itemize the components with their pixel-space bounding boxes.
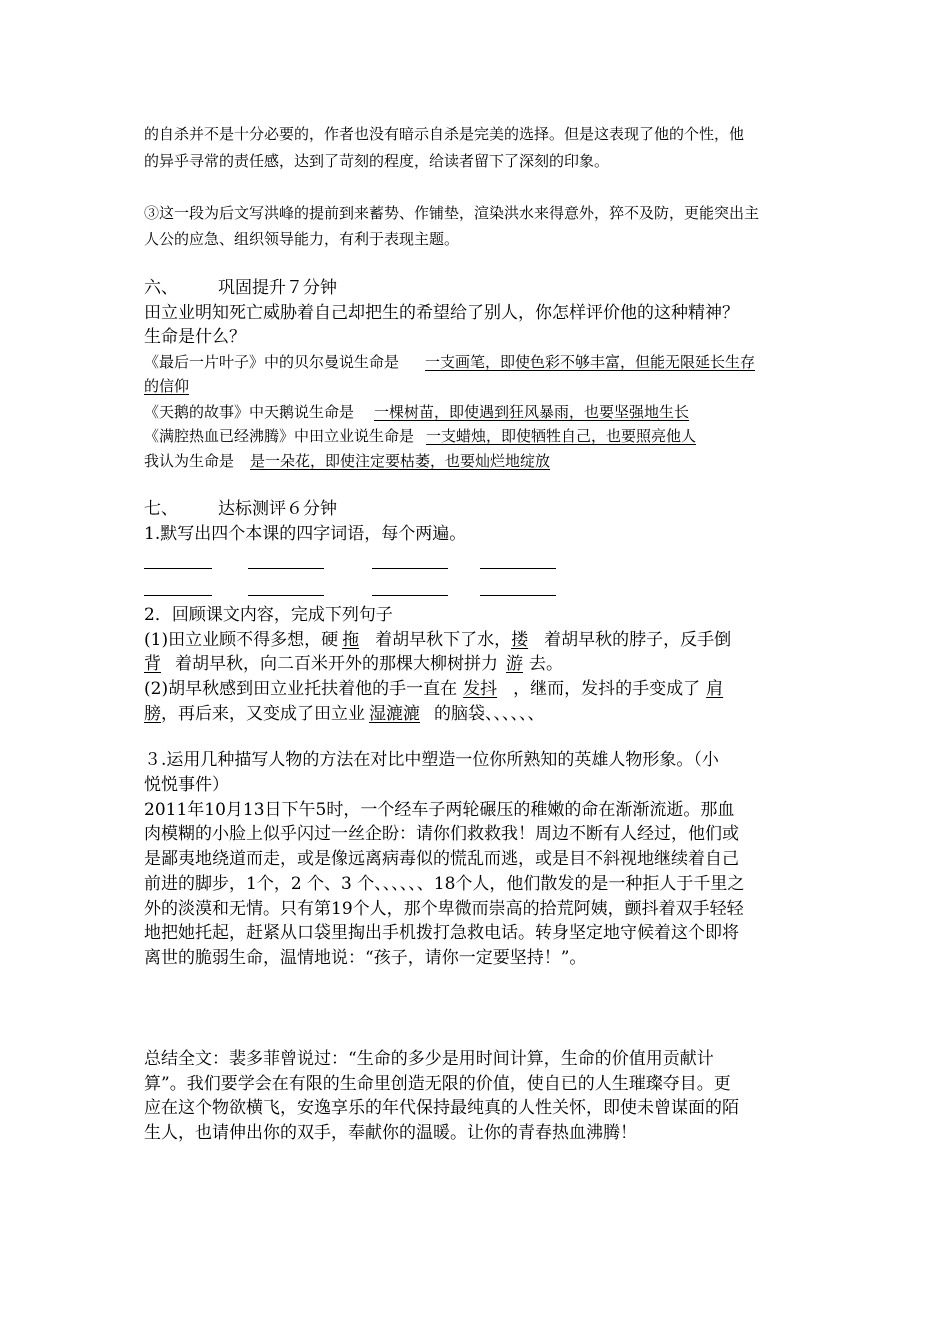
answer-prefix: 《满腔热血已经沸腾》中田立业说生命是: [144, 427, 415, 445]
answer-prefix: 《天鹅的故事》中天鹅说生命是: [144, 403, 355, 421]
paragraph-line: 人公的应急、组织领导能力，有利于表现主题。: [144, 230, 460, 248]
blank-field[interactable]: [372, 581, 448, 596]
answer-fill: 一支画笔，即使色彩不够丰富，但能无限延长生存: [425, 353, 756, 371]
sentence-line: 背 着胡早秋，向二百米开外的那棵大柳树拼力 游 去。: [144, 654, 563, 674]
question: 生命是什么？: [144, 327, 246, 347]
section-number: 六、: [144, 278, 178, 298]
answer-line: [144, 401, 707, 423]
summary-line: 算”。我们要学会在有限的生命里创造无限的价值，使自已的人生璀璨夺目。更: [144, 1074, 731, 1094]
story-line: 肉模糊的小脸上似乎闪过一丝企盼：请你们救救我！周边不断有人经过，他们或: [144, 824, 739, 844]
question: 2．回顾课文内容，完成下列句子: [144, 605, 393, 625]
section-number: 七、: [144, 499, 178, 519]
story-line: 地把她托起，赶紧从口袋里掏出手机拨打急救电话。转身坚定地守候着这个即将: [144, 923, 739, 943]
blank-field[interactable]: [144, 581, 212, 596]
story-line: 外的淡漠和无情。只有第19个人，那个卑微而崇高的拾荒阿姨，颤抖着双手轻轻: [144, 899, 744, 919]
summary-line: 应在这个物欲横飞，安逸享乐的年代保持最纯真的人性关怀，即使未曾谋面的陌: [144, 1098, 739, 1118]
sentence-line: (1)田立业顾不得多想，硬 拖 着胡早秋下了水，搂 着胡早秋的脖子，反手倒: [144, 630, 732, 650]
paragraph-line: 的异乎寻常的责任感，达到了苛刻的程度，给读者留下了深刻的印象。: [144, 152, 610, 170]
answer-fill: 湿漉漉: [369, 704, 420, 724]
story-line: 前进的脚步，1个，2 个、3 个、、、、、、18个人，他们散发的是一种拒人于千里之: [144, 874, 745, 894]
answer-fill: 拖: [342, 630, 360, 650]
answer-fill: 游: [506, 654, 523, 674]
paragraph-line: 的自杀并不是十分必要的，作者也没有暗示自杀是完美的选择。但是这表现了他的个性，他: [144, 125, 745, 143]
summary-line: 生人，也请伸出你的双手，奉献你的温暖。让你的青春热血沸腾！: [144, 1123, 637, 1143]
question: 悦悦事件）: [144, 775, 229, 795]
section-6-heading: [144, 276, 337, 300]
section-title: 达标测评６分钟: [218, 499, 337, 519]
answer-fill: 背: [144, 654, 161, 674]
blank-row: [144, 580, 556, 602]
story-line: 2011年10月13日下午5时，一个经车子两轮碾压的稚嫩的命在渐渐流逝。那血: [144, 800, 735, 820]
answer-fill: 搂: [511, 630, 529, 650]
question: 1.默写出四个本课的四字词语，每个两遍。: [144, 524, 467, 544]
blank-field[interactable]: [480, 581, 556, 596]
answer-fill: 的信仰: [144, 377, 190, 395]
answer-fill: 一支蜡烛，即使牺牲自己，也要照亮他人: [426, 427, 697, 445]
answer-fill: 肩: [706, 679, 724, 699]
blank-row: [144, 553, 556, 575]
sentence-line: 膀，再后来，又变成了田立业 湿漉漉 的脑袋、、、、、、: [144, 704, 545, 724]
answer-prefix: 我认为生命是: [144, 452, 235, 470]
story-line: 离世的脆弱生命，温情地说：“孩子，请你一定要坚持！”。: [144, 948, 587, 968]
blank-field[interactable]: [372, 554, 448, 569]
blank-field[interactable]: [248, 554, 324, 569]
blank-field[interactable]: [480, 554, 556, 569]
answer-fill: 膀: [144, 704, 161, 724]
answer-prefix: 《最后一片叶子》中的贝尔曼说生命是: [144, 353, 400, 371]
blank-field[interactable]: [248, 581, 324, 596]
answer-fill: 一棵树苗，即使遇到狂风暴雨，也要坚强地生长: [374, 403, 690, 421]
question: 田立业明知死亡威胁着自己却把生的希望给了别人，你怎样评价他的这种精神？: [144, 303, 739, 323]
answer-fill: 是一朵花，即使注定要枯萎，也要灿烂地绽放: [250, 452, 551, 470]
section-7-heading: [144, 497, 337, 521]
section-title: 巩固提升７分钟: [218, 278, 337, 298]
answer-line: [144, 375, 189, 397]
paragraph-line: ③这一段为后文写洪峰的提前到来蓄势、作铺垫，渲染洪水来得意外，猝不及防，更能突出主: [144, 204, 760, 222]
question: ３.运用几种描写人物的方法在对比中塑造一位你所熟知的英雄人物形象。（小: [144, 750, 719, 770]
answer-line: [144, 425, 696, 447]
sentence-line: (2)胡早秋感到田立业托扶着他的手一直在 发抖 ，继而，发抖的手变成了 肩: [144, 679, 724, 699]
answer-fill: 发抖: [463, 679, 498, 699]
summary-line: 总结全文：裴多菲曾说过：“生命的多少是用时间计算，生命的价值用贡献计: [144, 1049, 714, 1069]
answer-line: [144, 351, 755, 373]
answer-line: [144, 450, 590, 472]
story-line: 是鄙夷地绕道而走，或是像远离病毒似的慌乱而逃，或是目不斜视地继续着自己: [144, 849, 739, 869]
blank-field[interactable]: [144, 554, 212, 569]
